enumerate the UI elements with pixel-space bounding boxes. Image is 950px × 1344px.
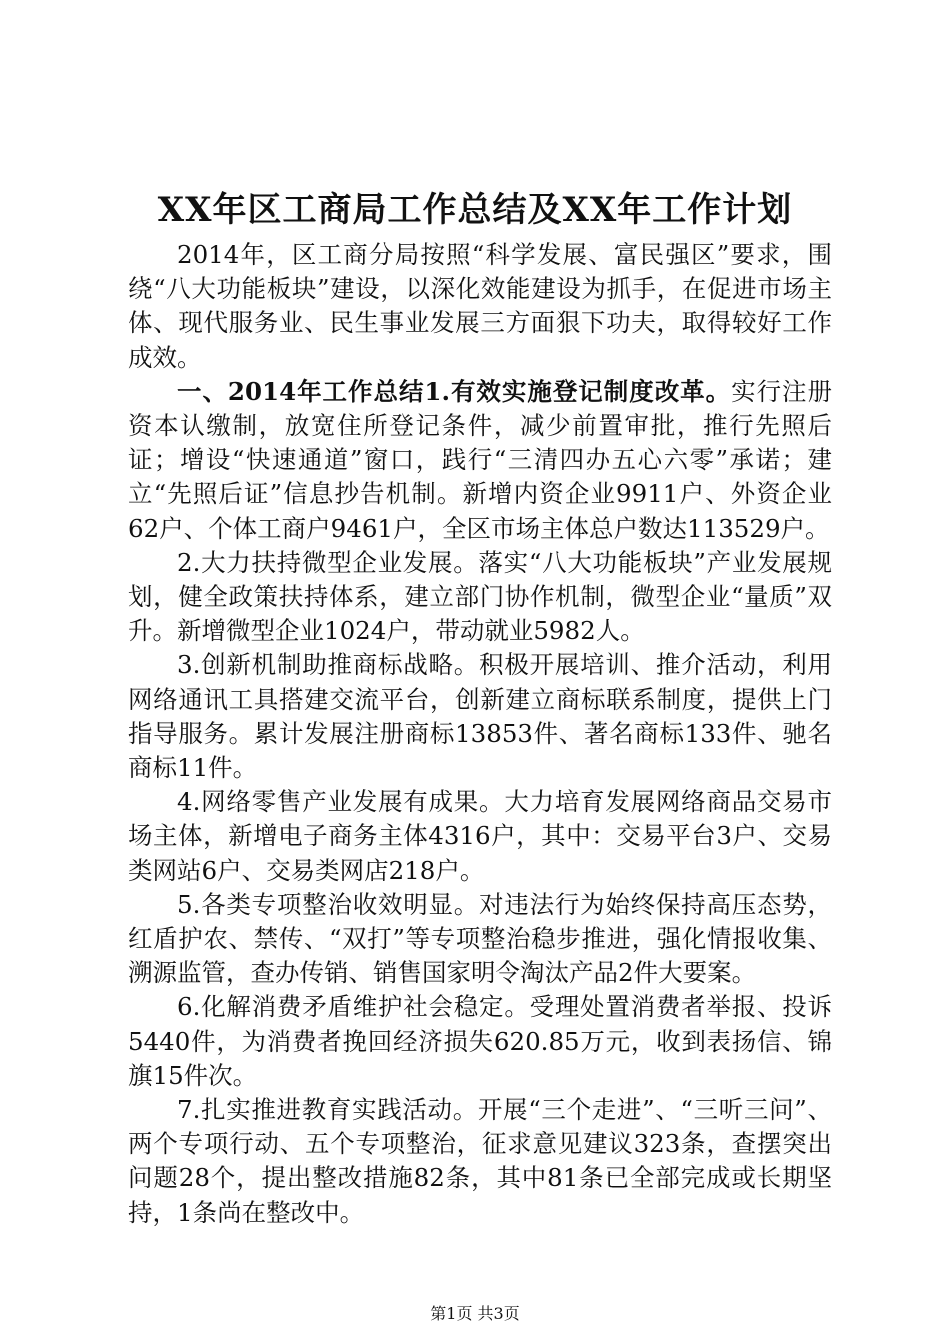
item-paragraph-2: 2.大力扶持微型企业发展。落实“八大功能板块”产业发展规划，健全政策扶持体系，建立部门协作机制，微型企业“量质”双升。新增微型企业1024户，带动就业5982人。 bbox=[128, 547, 832, 646]
item-paragraph-4: 4.网络零售产业发展有成果。大力培育发展网络商品交易市场主体，新增电子商务主体4316户，其中：交易平台3户、交易类网站6户、交易类网店218户。 bbox=[128, 787, 832, 885]
item-paragraph-3: 3.创新机制助推商标战略。积极开展培训、推介活动，利用网络通讯工具搭建交流平台，创新建立商标联系制度，提供上门指导服务。累计发展注册商标13853件、著名商标133件、驰名商标11件。 bbox=[128, 650, 832, 783]
section1-heading: 一、2014年工作总结1.有效实施登记制度改革。 bbox=[177, 376, 732, 406]
intro-paragraph: 2014年，区工商分局按照“科学发展、富民强区”要求，围绕“八大功能板块”建设，以深化效能建设为抓手，在促进市场主体、现代服务业、民生事业发展三方面狠下功夫，取得较好工作成效。 bbox=[128, 240, 832, 372]
item-paragraph-6: 6.化解消费矛盾维护社会稳定。受理处置消费者举报、投诉5440件，为消费者挽回经济损失620.85万元，收到表扬信、锦旗15件次。 bbox=[128, 992, 832, 1090]
page-title: XX年区工商局工作总结及XX年工作计划 bbox=[157, 190, 793, 230]
section1-paragraph bbox=[128, 375, 832, 546]
item-paragraph-5: 5.各类专项整治收效明显。对违法行为始终保持高压态势，红盾护农、禁传、“双打”等专项整治稳步推进，强化情报收集、溯源监管，查办传销、销售国家明令淘汰产品2件大要案。 bbox=[128, 889, 832, 988]
document-body bbox=[128, 238, 832, 1230]
page-footer: 第1页 共3页 bbox=[430, 1304, 520, 1323]
item-paragraph-7: 7.扎实推进教育实践活动。开展“三个走进”、“三听三问”、两个专项行动、五个专项整治，征求意见建议323条，查摆突出问题28个，提出整改措施82条，其中81条已全部完成或长期坚持，1条尚在整改中。 bbox=[128, 1095, 832, 1227]
section1-item1-text: 实行注册资本认缴制，放宽住所登记条件，减少前置审批，推行先照后证；增设“快速通道”窗口，践行“三清四办五心六零”承诺；建立“先照后证”信息抄告机制。新增内资企业9911户、外资企业62户、个体工商户9461户，全区市场主体总户数达113529户。 bbox=[128, 376, 833, 543]
